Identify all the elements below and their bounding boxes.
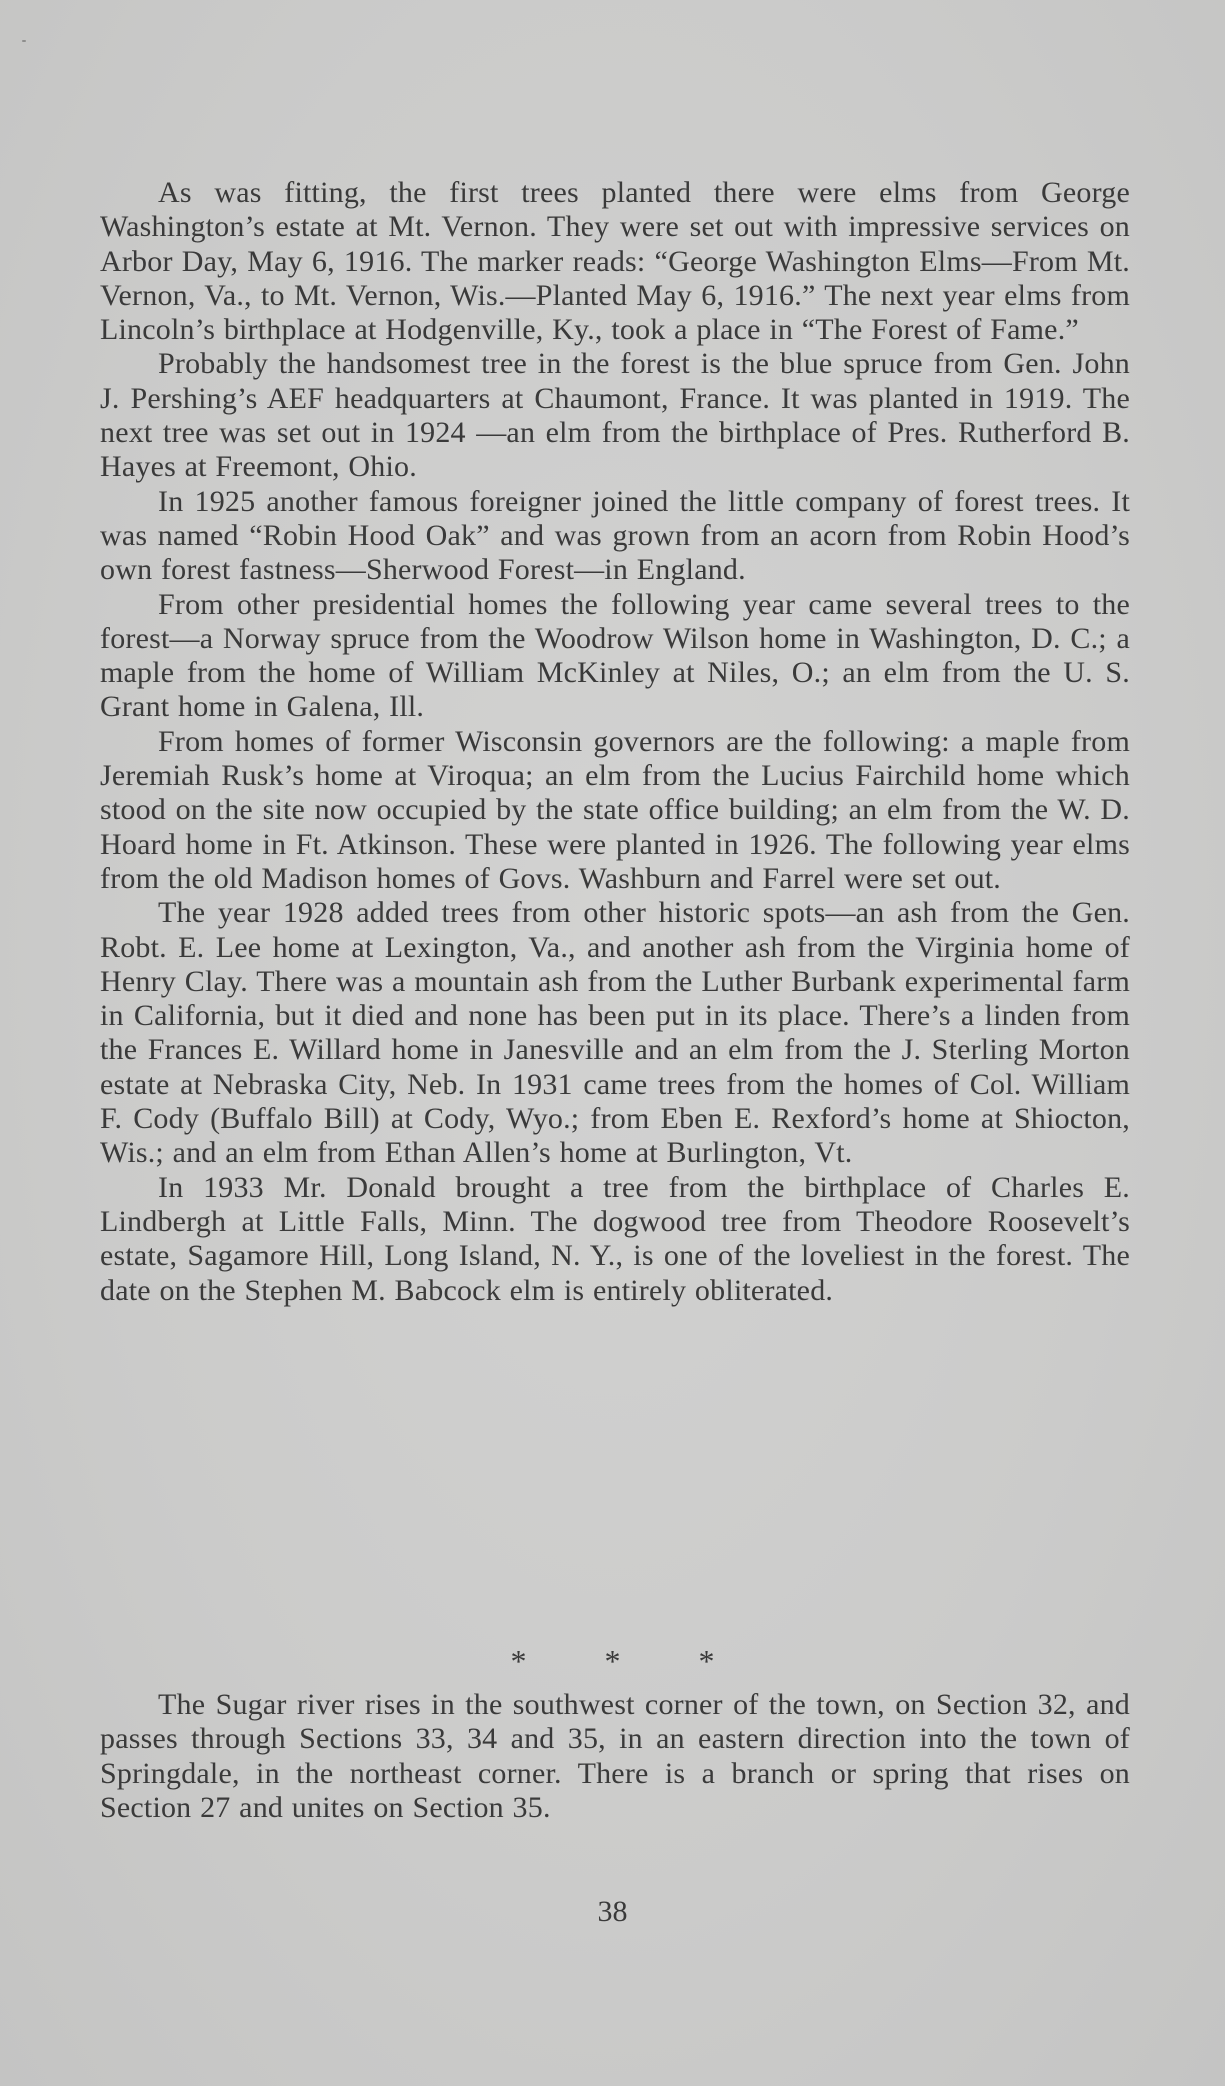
paragraph-sugar-river: The Sugar river rises in the southwest corner of the town, on Section 32, and passes through Sections 33, 34 and 35, in an eastern direction into the town of Springdale, in the northeast corner. There is a branch or spring that rises on Section 27 and unites on Section 35. <box>100 1688 1130 1824</box>
paragraph-governors-homes: From homes of former Wisconsin governors are the following: a maple from Jeremiah Rusk’s home at Viroqua; an elm from the Lucius Fairchild home which stood on the site now occupied by the state office building; an elm from the W. D. Hoard home in Ft. Atkinson. These were planted in 1926. The following year elms from the old Madison homes of Govs. Washburn and Farrel were set out. <box>100 724 1130 895</box>
page-number: 38 <box>597 1895 628 1928</box>
paragraph-historic-spots: The year 1928 added trees from other historic spots—an ash from the Gen. Robt. E. Lee home at Lexington, Va., and another ash from the Virginia home of Henry Clay. There was a mountain ash from the Luther Burbank experimental farm in California, but it died and none has been put in its place. There’s a linden from the Frances E. Willard home in Janesville and an elm from the J. Sterling Morton estate at Nebraska City, Neb. In 1931 came trees from the homes of Col. William F. Cody (Buffalo Bill) at Cody, Wyo.; from Eben E. Rexford’s home at Shiocton, Wis.; and an elm from Ethan Allen’s home at Burlington, Vt. <box>100 896 1130 1170</box>
paragraph-lindbergh: In 1933 Mr. Donald brought a tree from the birthplace of Charles E. Lindbergh at Little Falls, Minn. The dogwood tree from Theodore Roosevelt’s estate, Sagamore Hill, Long Island, N. Y., is one of the loveliest in the forest. The date on the Stephen M. Babcock elm is entirely obliterated. <box>100 1170 1130 1307</box>
scan-speck <box>22 40 26 42</box>
asterisk: * <box>698 1643 715 1679</box>
section-separator <box>0 1643 1225 1680</box>
paragraph-washington-elms: As was fitting, the first trees planted there were elms from George Washington’s estate at Mt. Vernon. They were set out with impressive services on Arbor Day, May 6, 1916. The marker reads: “George Washington Elms—From Mt. Vernon, Va., to Mt. Vernon, Wis.—Planted May 6, 1916.” The next year elms from Lincoln’s birthplace at Hodgenville, Ky., took a place in “The Forest of Fame.” <box>100 176 1130 347</box>
main-text <box>100 176 1130 1308</box>
paragraph-robin-hood-oak: In 1925 another famous foreigner joined the little company of forest trees. It was named “Robin Hood Oak” and was grown from an acorn from Robin Hood’s own forest fastness—Sherwood Forest—in England. <box>100 484 1130 587</box>
asterisk: * <box>604 1643 621 1679</box>
asterisk: * <box>510 1643 527 1679</box>
paragraph-blue-spruce: Probably the handsomest tree in the forest is the blue spruce from Gen. John J. Pershing’s AEF headquarters at Chaumont, France. It was planted in 1919. The next tree was set out in 1924 —an elm from the birthplace of Pres. Rutherford B. Hayes at Freemont, Ohio. <box>100 347 1130 484</box>
secondary-text <box>100 1688 1130 1825</box>
paragraph-presidential-homes: From other presidential homes the following year came several trees to the forest—a Norway spruce from the Woodrow Wilson home in Washington, D. C.; a maple from the home of William McKinley at Niles, O.; an elm from the U. S. Grant home in Galena, Ill. <box>100 587 1130 724</box>
